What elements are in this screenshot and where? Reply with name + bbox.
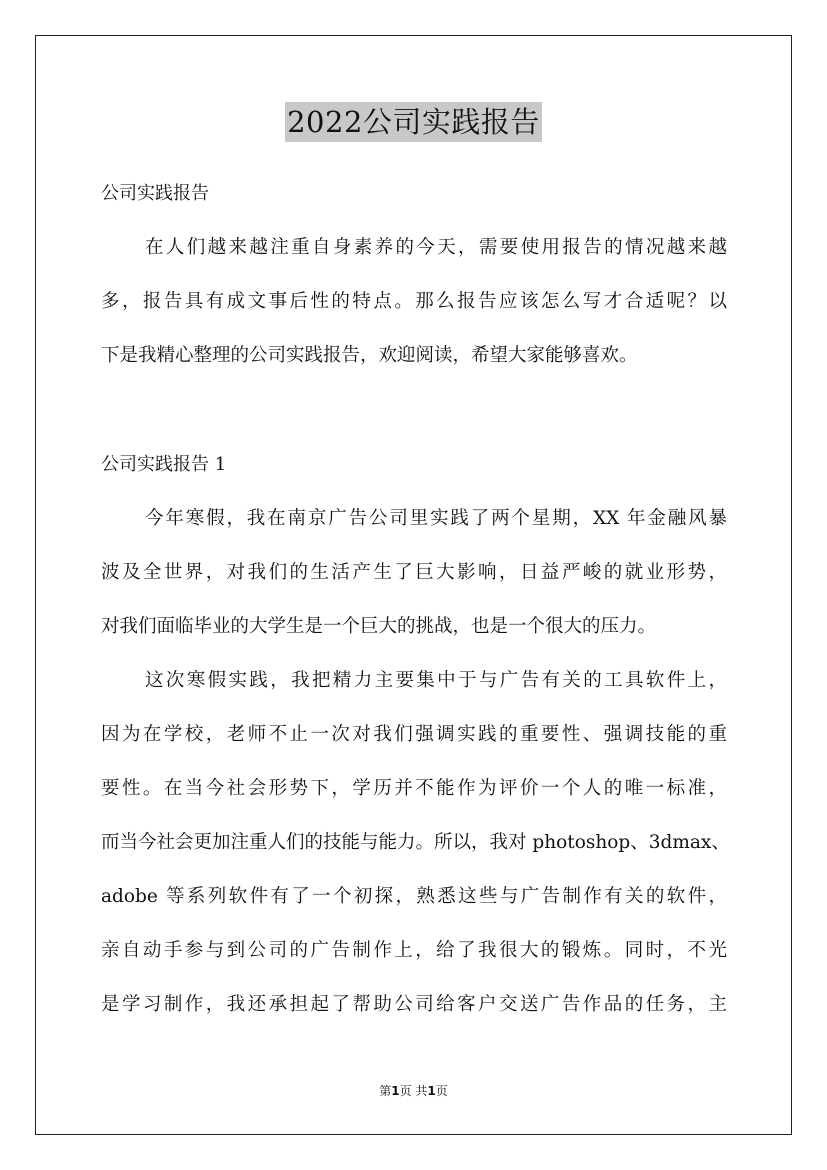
para1-line-1: 今年寒假，我在南京广告公司里实践了两个星期，XX 年金融风暴 — [145, 508, 727, 529]
footer-page-total: 1 — [427, 1084, 436, 1098]
title-container — [0, 102, 827, 142]
intro-line-2: 多，报告具有成文事后性的特点。那么报告应该怎么写才合适呢？以 — [101, 291, 727, 312]
para2-line-7: 是学习制作，我还承担起了帮助公司给客户交送广告作品的任务，主 — [101, 994, 727, 1015]
para1-line-3: 对我们面临毕业的大学生是一个巨大的挑战，也是一个很大的压力。 — [101, 616, 657, 637]
page-footer — [0, 1083, 827, 1099]
para2-line-3: 要性。在当今社会形势下，学历并不能作为评价一个人的唯一标准， — [101, 778, 727, 799]
intro-line-3: 下是我精心整理的公司实践报告，欢迎阅读，希望大家能够喜欢。 — [101, 345, 638, 366]
footer-page-current: 1 — [391, 1084, 400, 1098]
para2-line-6: 亲自动手参与到公司的广告制作上，给了我很大的锻炼。同时，不光 — [101, 940, 727, 961]
section1-heading: 公司实践报告 1 — [101, 454, 227, 475]
para1-line-2: 波及全世界，对我们的生活产生了巨大影响，日益严峻的就业形势， — [101, 562, 727, 583]
footer-page-prefix: 第 — [379, 1084, 392, 1098]
intro-heading: 公司实践报告 — [101, 183, 209, 204]
para2-line-4: 而当今社会更加注重人们的技能与能力。所以，我对 photoshop、3dmax、 — [101, 832, 730, 853]
footer-page-mid: 页 共 — [399, 1084, 428, 1098]
para2-line-1: 这次寒假实践，我把精力主要集中于与广告有关的工具软件上， — [145, 670, 727, 691]
footer-page-suffix: 页 — [435, 1084, 448, 1098]
document-title: 2022公司实践报告 — [285, 102, 542, 142]
para2-line-2: 因为在学校，老师不止一次对我们强调实践的重要性、强调技能的重 — [101, 724, 727, 745]
intro-line-1: 在人们越来越注重自身素养的今天，需要使用报告的情况越来越 — [145, 237, 727, 258]
para2-line-5: adobe 等系列软件有了一个初探，熟悉这些与广告制作有关的软件， — [101, 886, 727, 907]
